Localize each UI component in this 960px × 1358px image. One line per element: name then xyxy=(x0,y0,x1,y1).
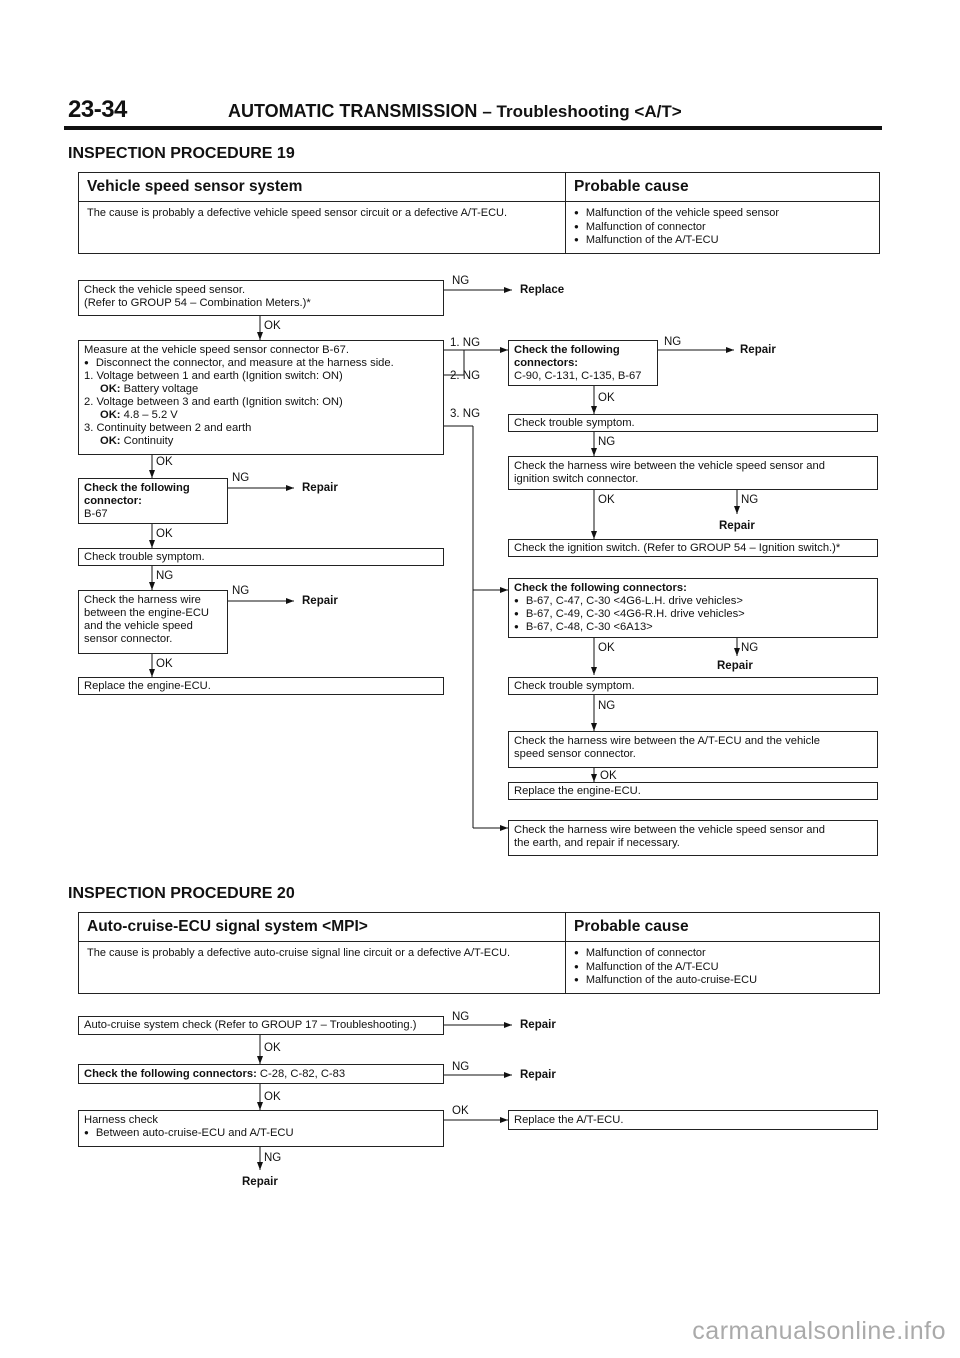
ok-label: OK xyxy=(600,770,617,782)
ok-label: OK xyxy=(264,320,281,332)
step-check-ignition-switch: Check the ignition switch. (Refer to GROUP 54 – Ignition switch.)* xyxy=(508,539,878,557)
step-text: Harness check xyxy=(84,1114,158,1126)
ng-label: NG xyxy=(264,1152,282,1164)
step-replace-engine-ecu: Replace the engine-ECU. xyxy=(78,677,444,695)
symptom-title: Vehicle speed sensor system xyxy=(79,173,566,202)
step-check-connectors-list xyxy=(508,578,878,638)
result-repair: Repair xyxy=(719,520,755,532)
step-harness-check xyxy=(78,1110,444,1147)
step-text: (Refer to GROUP 54 – Combination Meters.)* xyxy=(84,297,311,309)
step-check-trouble-symptom: Check trouble symptom. xyxy=(508,677,878,695)
ng-label: NG xyxy=(156,570,174,582)
step-text: the earth, and repair if necessary. xyxy=(514,837,680,849)
step-replace-engine-ecu: Replace the engine-ECU. xyxy=(508,782,878,800)
symptom-description: The cause is probably a defective auto-cruise signal line circuit or a defective A/T-ECU. xyxy=(79,942,566,994)
step-text: Check the harness wire xyxy=(84,594,201,606)
step-check-connector-b67 xyxy=(78,478,228,524)
probable-cause-title: Probable cause xyxy=(566,913,880,942)
symptom-title: Auto-cruise-ECU signal system <MPI> xyxy=(79,913,566,942)
cause-item: ● Malfunction of the auto-cruise-ECU xyxy=(574,974,871,988)
step-text: Check the following xyxy=(514,344,620,356)
ok-label: OK xyxy=(452,1105,469,1117)
ng-label: NG xyxy=(598,436,616,448)
ng-label: NG xyxy=(232,585,250,597)
title-main: AUTOMATIC TRANSMISSION xyxy=(228,101,478,121)
step-text: Check the following xyxy=(84,482,190,494)
step-check-connectors-c90 xyxy=(508,340,658,386)
ng-label: NG xyxy=(741,494,759,506)
cause-item: ● Malfunction of the A/T-ECU xyxy=(574,961,871,975)
page-number: 23-34 xyxy=(68,96,127,123)
step-text: ● Between auto-cruise-ECU and A/T-ECU xyxy=(84,1127,438,1140)
cause-item: ● Malfunction of the vehicle speed sensor xyxy=(574,207,871,221)
step-text: connectors: xyxy=(514,357,579,369)
ok-label: OK xyxy=(156,456,173,468)
step-text: OK: Battery voltage xyxy=(100,383,199,395)
step-check-harness-at-ecu xyxy=(508,731,878,768)
step-text: C-28, C-82, C-83 xyxy=(259,1068,346,1080)
result-repair: Repair xyxy=(740,344,776,356)
probable-cause-list xyxy=(566,202,880,254)
step-replace-at-ecu: Replace the A/T-ECU. xyxy=(508,1110,878,1130)
step-check-trouble-symptom: Check trouble symptom. xyxy=(78,548,444,566)
step-check-harness-ignition xyxy=(508,456,878,490)
step-text: Check the vehicle speed sensor. xyxy=(84,284,246,296)
ok-label: OK xyxy=(598,392,615,404)
ok-label: OK xyxy=(598,642,615,654)
result-repair: Repair xyxy=(520,1019,556,1031)
ng-label: NG xyxy=(598,700,616,712)
step-text: OK: 4.8 – 5.2 V xyxy=(100,409,178,421)
ok-label: OK xyxy=(264,1091,281,1103)
ng-label: NG xyxy=(452,275,470,287)
step-check-trouble-symptom: Check trouble symptom. xyxy=(508,414,878,432)
result-repair: Repair xyxy=(302,482,338,494)
procedure-20-heading: INSPECTION PROCEDURE 20 xyxy=(68,885,295,902)
step-text: sensor connector. xyxy=(84,633,173,645)
step-text: Check the harness wire between the A/T-ECU and the vehicle xyxy=(514,735,820,747)
result-repair: Repair xyxy=(242,1176,278,1188)
result-repair: Repair xyxy=(717,660,753,672)
ng2-label: 2. NG xyxy=(450,370,481,382)
step-text: 3. Continuity between 2 and earth xyxy=(84,422,252,434)
step-text: between the engine-ECU xyxy=(84,607,210,619)
step-text: 2. Voltage between 3 and earth (Ignition switch: ON) xyxy=(84,396,343,408)
step-text: 1. Voltage between 1 and earth (Ignition switch: ON) xyxy=(84,370,343,382)
step-check-harness-engine-ecu xyxy=(78,590,228,654)
step-text: ● Disconnect the connector, and measure at the harness side. xyxy=(84,357,438,370)
ng-label: NG xyxy=(232,472,250,484)
connector-item: ● B-67, C-47, C-30 <4G6-L.H. drive vehicles> xyxy=(514,595,872,608)
procedure-20-table xyxy=(78,912,880,994)
cause-item: ● Malfunction of the A/T-ECU xyxy=(574,234,871,248)
ok-label: OK xyxy=(264,1042,281,1054)
step-text: Check the harness wire between the vehicle speed sensor and xyxy=(514,824,825,836)
step-text: B-67 xyxy=(84,508,108,520)
step-text: speed sensor connector. xyxy=(514,748,636,760)
ng-label: NG xyxy=(452,1061,470,1073)
ng-label: NG xyxy=(741,642,759,654)
ng-label: NG xyxy=(452,1011,470,1023)
ng1-label: 1. NG xyxy=(450,337,481,349)
result-replace: Replace xyxy=(520,284,565,296)
ng3-label: 3. NG xyxy=(450,408,481,420)
step-text: OK: Continuity xyxy=(100,435,174,447)
step-text: ignition switch connector. xyxy=(514,473,639,485)
connector-item: ● B-67, C-48, C-30 <6A13> xyxy=(514,621,872,634)
probable-cause-list xyxy=(566,942,880,994)
symptom-description: The cause is probably a defective vehicle speed sensor circuit or a defective A/T-ECU. xyxy=(79,202,566,254)
procedure-19-heading: INSPECTION PROCEDURE 19 xyxy=(68,145,295,162)
probable-cause-title: Probable cause xyxy=(566,173,880,202)
step-auto-cruise-check: Auto-cruise system check (Refer to GROUP 17 – Troubleshooting.) xyxy=(78,1016,444,1035)
step-text: Check the harness wire between the vehicle speed sensor and xyxy=(514,460,825,472)
step-text: connector: xyxy=(84,495,142,507)
connector-item: ● B-67, C-49, C-30 <4G6-R.H. drive vehicles> xyxy=(514,608,872,621)
cause-item: ● Malfunction of connector xyxy=(574,221,871,235)
cause-item: ● Malfunction of connector xyxy=(574,947,871,961)
step-text: Check the following connectors: xyxy=(84,1068,257,1080)
ok-label: OK xyxy=(156,528,173,540)
step-text: and the vehicle speed xyxy=(84,620,193,632)
watermark: carmanualsonline.info xyxy=(692,1317,946,1345)
step-check-connectors xyxy=(78,1064,444,1084)
title-sub: – Troubleshooting <A/T> xyxy=(482,102,682,121)
step-text: C-90, C-131, C-135, B-67 xyxy=(514,370,642,382)
step-check-vss xyxy=(78,280,444,316)
ng-label: NG xyxy=(664,336,682,348)
result-repair: Repair xyxy=(520,1069,556,1081)
step-check-harness-earth xyxy=(508,820,878,856)
step-text: Check the following connectors: xyxy=(514,582,687,594)
step-measure-connector xyxy=(78,340,444,455)
ok-label: OK xyxy=(598,494,615,506)
result-repair: Repair xyxy=(302,595,338,607)
ok-label: OK xyxy=(156,658,173,670)
procedure-19-table xyxy=(78,172,880,254)
step-text: Measure at the vehicle speed sensor connector B-67. xyxy=(84,344,349,356)
